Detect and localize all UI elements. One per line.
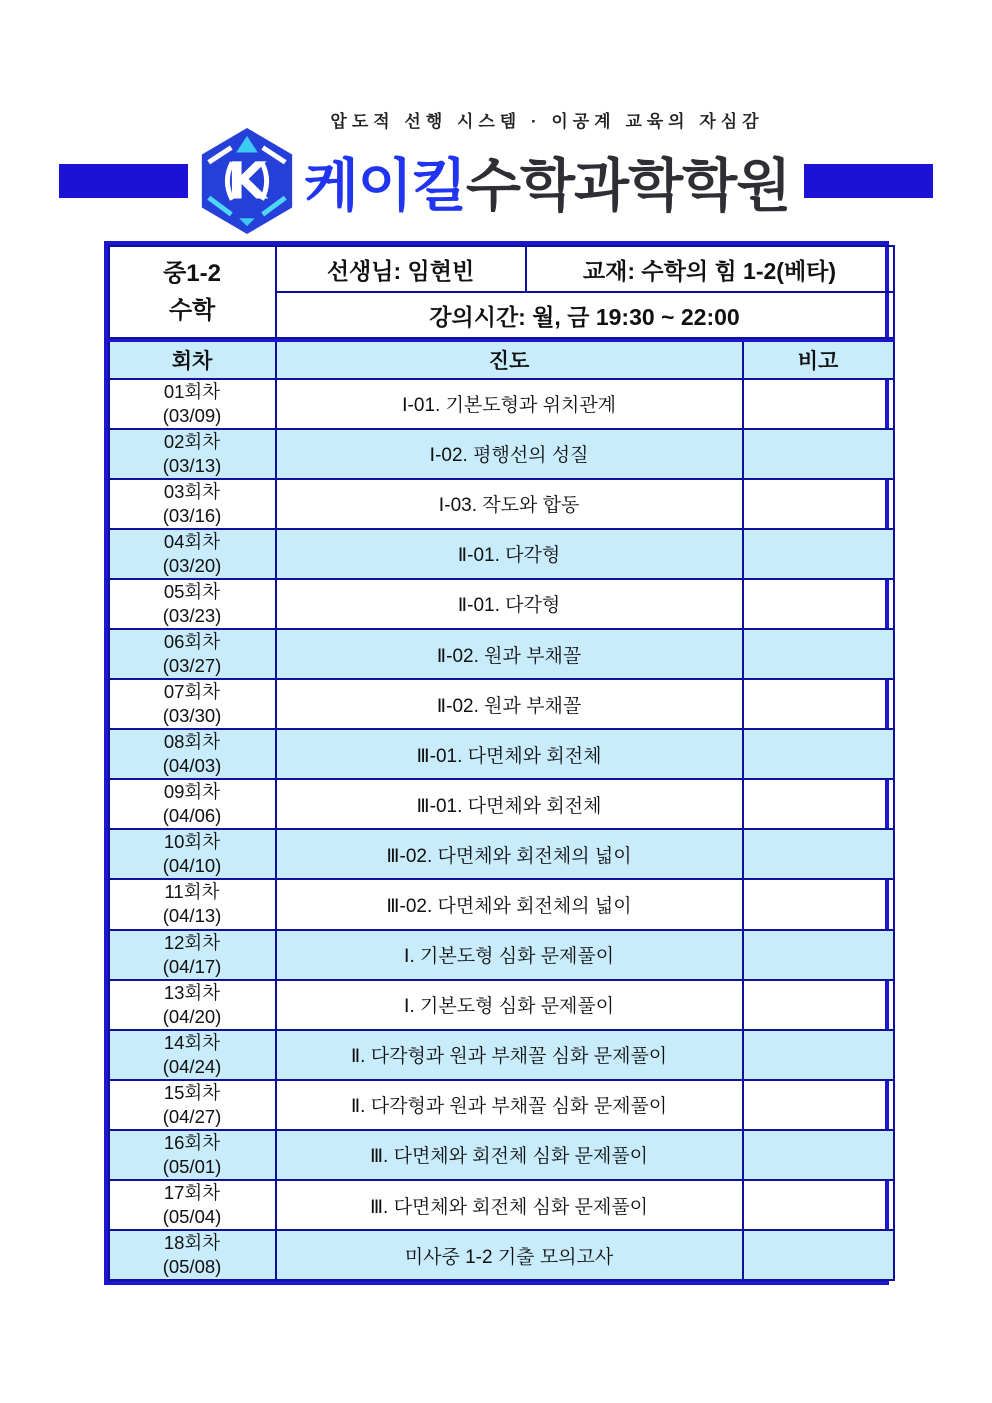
- session-date: (05/08): [162, 1256, 222, 1278]
- session-date: (03/09): [162, 404, 222, 426]
- brand-logo-icon: [196, 127, 298, 235]
- progress-cell: Ⅰ-01. 기본도형과 위치관계: [276, 379, 743, 429]
- session-cell: [109, 930, 276, 980]
- info-row-1: [109, 246, 894, 292]
- progress-cell: Ⅲ. 다면체와 회전체 심화 문제풀이: [276, 1130, 743, 1180]
- session-cell: [109, 779, 276, 829]
- course-class-cell: [109, 246, 276, 338]
- session-cell: [109, 1080, 276, 1130]
- note-cell: [743, 729, 894, 779]
- table-row: [109, 829, 894, 879]
- table-row: [109, 379, 894, 429]
- note-cell: [743, 379, 894, 429]
- note-cell: [743, 1030, 894, 1080]
- progress-cell: Ⅲ-02. 다면체와 회전체의 넓이: [276, 879, 743, 929]
- session-date: (03/30): [162, 705, 222, 727]
- progress-cell: Ⅲ-01. 다면체와 회전체: [276, 779, 743, 829]
- session-number: 06회차: [163, 630, 221, 652]
- progress-cell: Ⅱ-01. 다각형: [276, 579, 743, 629]
- table-row: [109, 1080, 894, 1130]
- session-date: (03/20): [162, 554, 222, 576]
- session-number: 11회차: [164, 881, 220, 903]
- session-cell: [109, 980, 276, 1030]
- progress-cell: Ⅲ-02. 다면체와 회전체의 넓이: [276, 829, 743, 879]
- brand-row: [0, 112, 992, 235]
- session-date: (03/23): [162, 604, 222, 626]
- logo-letter: K: [226, 152, 267, 212]
- note-cell: [743, 529, 894, 579]
- session-number: 18회차: [163, 1232, 221, 1254]
- session-date: (04/17): [162, 955, 222, 977]
- session-number: 02회차: [163, 430, 221, 452]
- table-row: [109, 930, 894, 980]
- session-number: 16회차: [163, 1131, 221, 1153]
- progress-cell: Ⅰ. 기본도형 심화 문제풀이: [276, 980, 743, 1030]
- session-cell: [109, 629, 276, 679]
- note-cell: [743, 579, 894, 629]
- session-date: (03/16): [162, 504, 222, 526]
- schedule-sheet: [104, 241, 889, 1285]
- progress-cell: 미사중 1-2 기출 모의고사: [276, 1230, 743, 1280]
- session-cell: [109, 879, 276, 929]
- table-row: [109, 629, 894, 679]
- session-cell: [109, 579, 276, 629]
- progress-cell: Ⅰ-03. 작도와 합동: [276, 479, 743, 529]
- table-row: [109, 879, 894, 929]
- note-cell: [743, 930, 894, 980]
- progress-cell: Ⅱ. 다각형과 원과 부채꼴 심화 문제풀이: [276, 1080, 743, 1130]
- table-row: [109, 779, 894, 829]
- session-cell: [109, 1230, 276, 1280]
- table-row: [109, 1230, 894, 1280]
- session-number: 12회차: [163, 931, 221, 953]
- table-row: [109, 1130, 894, 1180]
- table-row: [109, 980, 894, 1030]
- table-row: [109, 529, 894, 579]
- brand-bar-right: [804, 164, 933, 198]
- course-class-line2: 수학: [168, 297, 216, 324]
- table-row: [109, 1030, 894, 1080]
- note-cell: [743, 829, 894, 879]
- note-cell: [743, 980, 894, 1030]
- course-class-line1: 중1-2: [163, 259, 221, 287]
- header-session: 회차: [109, 341, 276, 379]
- note-cell: [743, 779, 894, 829]
- brand-tagline: 압도적 선행 시스템 · 이공계 교육의 자심감: [330, 112, 764, 131]
- session-cell: [109, 429, 276, 479]
- session-cell: [109, 1030, 276, 1080]
- table-row: [109, 579, 894, 629]
- session-date: (04/27): [162, 1105, 222, 1127]
- session-date: (03/13): [162, 454, 222, 476]
- table-row: [109, 429, 894, 479]
- table-row: [109, 729, 894, 779]
- session-cell: [109, 529, 276, 579]
- session-date: (04/20): [162, 1005, 222, 1027]
- schedule-header-row: [109, 341, 894, 379]
- session-cell: [109, 729, 276, 779]
- session-number: 10회차: [163, 831, 221, 853]
- session-number: 13회차: [163, 981, 221, 1003]
- session-number: 03회차: [163, 480, 221, 502]
- session-number: 04회차: [163, 530, 221, 552]
- session-number: 17회차: [163, 1182, 221, 1203]
- schedule-table: [108, 339, 895, 1281]
- course-schedule-cell: 강의시간: 월, 금 19:30 ~ 22:00: [276, 292, 894, 338]
- course-textbook-cell: 교재: 수학의 힘 1-2(베타): [526, 246, 894, 292]
- note-cell: [743, 1230, 894, 1280]
- brand-name: [303, 112, 791, 222]
- progress-cell: Ⅰ. 기본도형 심화 문제풀이: [276, 930, 743, 980]
- brand-bar-left: [59, 164, 188, 198]
- session-date: (04/03): [162, 755, 222, 777]
- session-number: 07회차: [163, 681, 221, 703]
- session-number: 08회차: [163, 731, 221, 753]
- progress-cell: Ⅱ-02. 원과 부채꼴: [276, 629, 743, 679]
- session-number: 15회차: [163, 1081, 221, 1103]
- note-cell: [743, 429, 894, 479]
- progress-cell: Ⅲ-01. 다면체와 회전체: [276, 729, 743, 779]
- session-number: 05회차: [163, 580, 221, 602]
- note-cell: [743, 1080, 894, 1130]
- table-row: [109, 1180, 894, 1230]
- session-cell: [109, 829, 276, 879]
- course-teacher-cell: 선생님: 임현빈: [276, 246, 526, 292]
- brand-header: [0, 112, 992, 235]
- table-row: [109, 479, 894, 529]
- progress-cell: Ⅱ. 다각형과 원과 부채꼴 심화 문제풀이: [276, 1030, 743, 1080]
- progress-cell: Ⅰ-02. 평행선의 성질: [276, 429, 743, 479]
- note-cell: [743, 679, 894, 729]
- progress-cell: Ⅱ-02. 원과 부채꼴: [276, 679, 743, 729]
- session-number: 09회차: [163, 781, 221, 803]
- session-cell: [109, 1130, 276, 1180]
- session-date: (04/10): [162, 855, 222, 877]
- session-cell: [109, 679, 276, 729]
- note-cell: [743, 629, 894, 679]
- session-number: 01회차: [163, 380, 221, 402]
- session-date: (04/06): [162, 805, 222, 827]
- progress-cell: Ⅱ-01. 다각형: [276, 529, 743, 579]
- note-cell: [743, 1130, 894, 1180]
- table-row: [109, 679, 894, 729]
- session-date: (03/27): [162, 655, 222, 677]
- session-date: (05/04): [162, 1206, 222, 1228]
- session-cell: [109, 1180, 276, 1230]
- header-progress: 진도: [276, 341, 743, 379]
- progress-cell: Ⅲ. 다면체와 회전체 심화 문제풀이: [276, 1180, 743, 1230]
- session-date: (05/01): [162, 1155, 222, 1177]
- session-date: (04/13): [162, 905, 222, 927]
- session-cell: [109, 479, 276, 529]
- header-note: 비고: [743, 341, 894, 379]
- note-cell: [743, 879, 894, 929]
- note-cell: [743, 479, 894, 529]
- session-cell: [109, 379, 276, 429]
- course-info-table: [108, 245, 895, 339]
- brand-name-rest: 수학과학학원: [465, 154, 791, 218]
- brand-name-highlight: 케이킬: [303, 154, 466, 218]
- session-number: 14회차: [163, 1031, 221, 1053]
- session-date: (04/24): [162, 1055, 222, 1077]
- note-cell: [743, 1180, 894, 1230]
